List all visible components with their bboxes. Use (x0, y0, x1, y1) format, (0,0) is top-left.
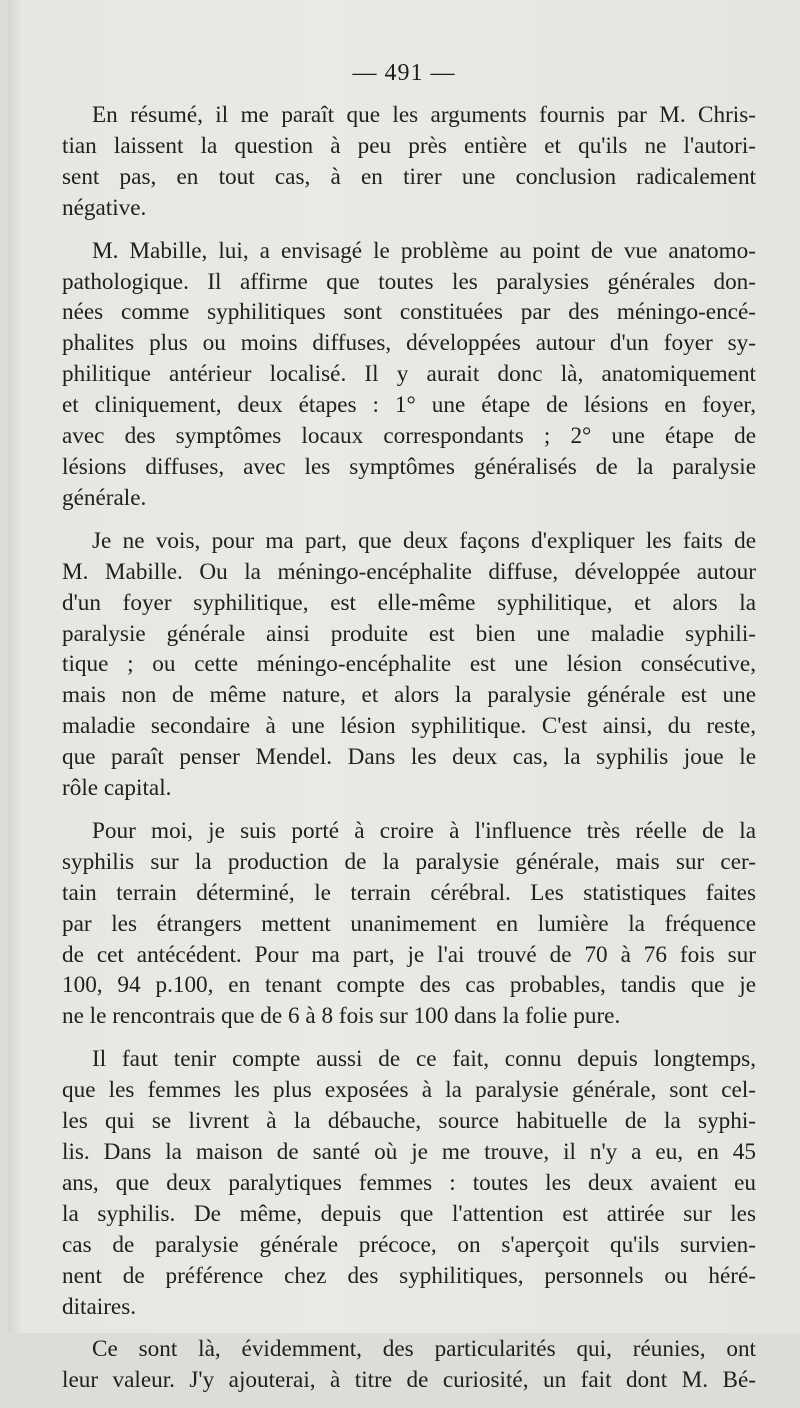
text-line: par les étrangers mettent unanimement en lumière la fréquence (62, 910, 756, 937)
text-line: syphilis sur la production de la paralysie générale, mais sur cer- (62, 848, 756, 875)
text-line: Il faut tenir compte aussi de ce fait, connu depuis longtemps, (92, 1046, 756, 1073)
text-line: mais non de même nature, et alors la paralysie générale est une (62, 682, 756, 709)
text-line: les qui se livrent à la débauche, source habituelle de la syphi- (62, 1108, 756, 1135)
body-text (62, 100, 756, 1408)
paragraph (62, 816, 756, 1032)
text-line: de cet antécédent. Pour ma part, je l'ai trouvé de 70 à 76 fois sur (62, 941, 756, 968)
text-line: et cliniquement, deux étapes : 1° une étape de lésions en foyer, (62, 392, 756, 419)
text-line: lis. Dans la maison de santé où je me trouve, il n'y a eu, en 45 (62, 1139, 756, 1165)
text-line: tique ; ou cette méningo-encéphalite est une lésion consécutive, (62, 651, 756, 678)
paragraph (62, 526, 756, 804)
text-line: que les femmes les plus exposées à la paralysie générale, sont cel- (62, 1077, 756, 1104)
text-line: ne le rencontrais que de 6 à 8 fois sur 100 dans la folie pure. (62, 1003, 621, 1030)
text-line: M. Mabille. Ou la méningo-encéphalite diffuse, développée autour (62, 558, 756, 585)
text-line: que paraît penser Mendel. Dans les deux cas, la syphilis joue le (62, 744, 756, 771)
text-line: M. Mabille, lui, a envisagé le problème au point de vue anatomo- (92, 237, 756, 264)
text-line: Ce sont là, évidemment, des particularités qui, réunies, ont (92, 1336, 756, 1363)
text-line: lésions diffuses, avec les symptômes généralisés de la paralysie (62, 453, 756, 480)
paragraph (62, 236, 756, 514)
text-line: leur valeur. J'y ajouterai, à titre de curiosité, un fait dont M. Bé- (62, 1367, 756, 1394)
text-line: Pour moi, je suis porté à croire à l'influence très réelle de la (92, 817, 756, 844)
text-line: ditaires. (62, 1293, 137, 1320)
text-line: sent pas, en tout cas, à en tirer une conclusion radicalement (62, 163, 756, 190)
text-line: la syphilis. De même, depuis que l'attention est attirée sur les (62, 1200, 756, 1227)
text-line: En résumé, il me paraît que les arguments fournis par M. Chris- (92, 102, 756, 128)
text-line: Je ne vois, pour ma part, que deux façons d'expliquer les faits de (92, 527, 756, 554)
text-line: négative. (62, 194, 147, 221)
paragraph (62, 100, 756, 224)
text-line: avec des symptômes locaux correspondants ; 2° une étape de (62, 423, 756, 450)
text-line: phalites plus ou moins diffuses, développées autour d'un foyer sy- (62, 330, 756, 357)
text-line: générale. (62, 484, 147, 511)
text-line: nent de préférence chez des syphilitiques, personnels ou héré- (62, 1262, 756, 1289)
paragraph (62, 1044, 756, 1322)
page-number: — 491 — (352, 60, 456, 86)
text-line: tian laissent la question à peu près entière et qu'ils ne l'autori- (62, 132, 756, 159)
paragraph (62, 1334, 756, 1396)
text-line: d'un foyer syphilitique, est elle-même syphilitique, et alors la (62, 589, 756, 616)
text-line: tain terrain déterminé, le terrain cérébral. Les statistiques faites (62, 879, 756, 906)
text-line: pathologique. Il affirme que toutes les paralysies générales don- (62, 268, 756, 295)
text-line: ans, que deux paralytiques femmes : toutes les deux avaient eu (62, 1169, 756, 1196)
text-line: maladie secondaire à une lésion syphilitique. C'est ainsi, du reste, (62, 713, 756, 740)
book-page (8, 0, 800, 1394)
text-line: cas de paralysie générale précoce, on s'aperçoit qu'ils survien- (62, 1231, 756, 1258)
text-line: philitique antérieur localisé. Il y aurait donc là, anatomiquement (62, 361, 756, 388)
text-line: 100, 94 p.100, en tenant compte des cas probables, tandis que je (62, 972, 756, 999)
text-line: rôle capital. (62, 775, 172, 802)
text-line: nées comme syphilitiques sont constituées par des méningo-encé- (62, 299, 756, 326)
text-line: paralysie générale ainsi produite est bien une maladie syphili- (62, 620, 756, 647)
